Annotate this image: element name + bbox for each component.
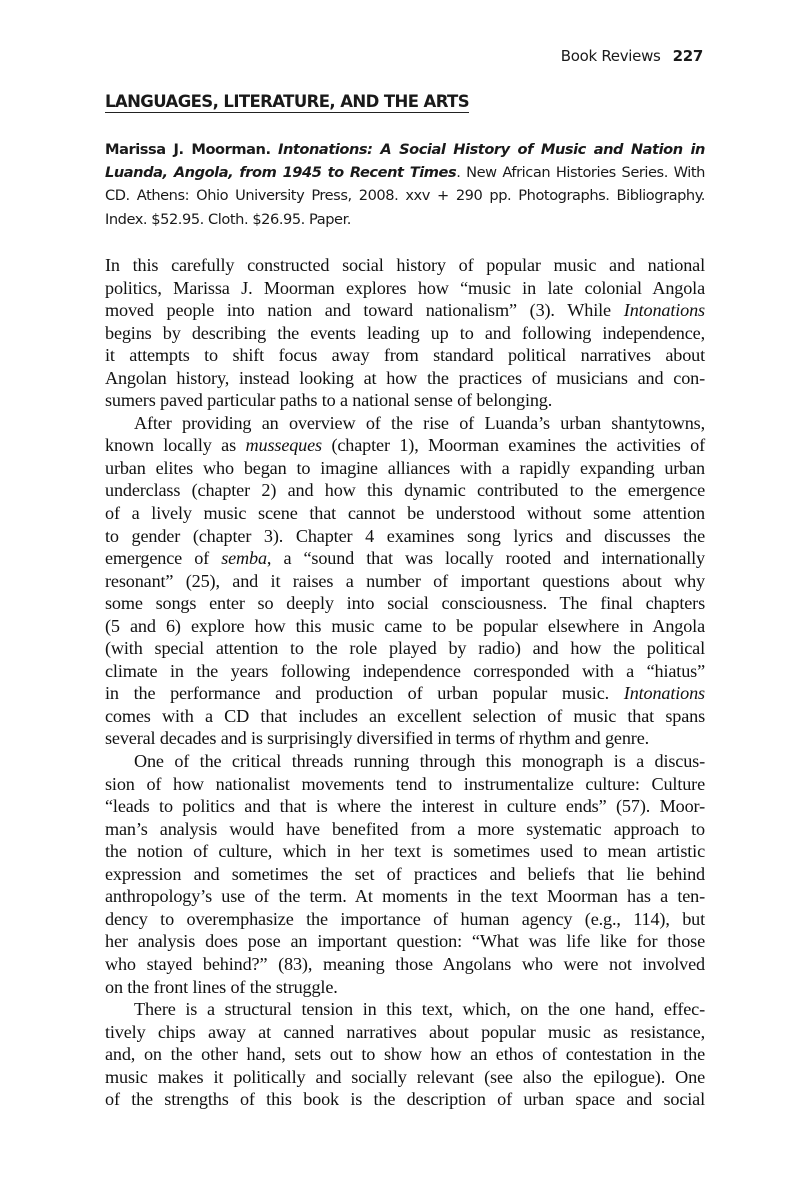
text-segment: to gender (chapter 3). Chapter 4 examines song lyrics and discusses the: [105, 525, 705, 546]
body-text-line: [105, 908, 705, 931]
body-text-line: [105, 344, 705, 367]
text-segment: resonant” (25), and it raises a number of important questions about why: [105, 570, 705, 591]
text-segment: of a lively music scene that cannot be understood without some attention: [105, 503, 705, 524]
body-text-line: [105, 976, 705, 999]
text-segment: “leads to politics and that is where the interest in culture ends” (57). Moor-: [105, 796, 705, 817]
body-text-line: [105, 930, 705, 953]
body-text-line: [105, 840, 705, 863]
body-text-line: [105, 637, 705, 660]
paragraph-first-line: [105, 750, 705, 773]
text-segment: of the strengths of this book is the description of urban space and social: [105, 1089, 705, 1110]
body-text-line: [105, 457, 705, 480]
paragraph-first-line: [105, 412, 705, 435]
text-segment: (chapter 1), Moorman examines the activities of: [321, 435, 705, 456]
body-text-line: [105, 547, 705, 570]
text-segment: anthropology’s use of the term. At moments in the text Moorman has a ten-: [105, 886, 705, 907]
text-segment: music makes it politically and socially relevant (see also the epilogue). One: [105, 1066, 705, 1087]
body-text-line: [105, 818, 705, 841]
body-text-line: [105, 863, 705, 886]
text-segment: politics, Marissa J. Moorman explores how “music in late colonial Angola: [105, 277, 705, 298]
publication-details: CD. Athens: Ohio University Press, 2008. xxv + 290 pp. Photographs. Bibliography.: [105, 187, 705, 205]
body-text-line: [105, 592, 705, 615]
text-segment: on the front lines of the struggle.: [105, 976, 338, 997]
price-details: Index. $52.95. Cloth. $26.95. Paper.: [105, 210, 351, 228]
text-segment: dency to overemphasize the importance of human agency (e.g., 114), but: [105, 908, 705, 929]
text-segment: There is a structural tension in this text, which, on the one hand, effec-: [134, 999, 705, 1020]
body-text-line: [105, 705, 705, 728]
body-text-line: [105, 682, 705, 705]
text-segment: some songs enter so deeply into social consciousness. The final chapters: [105, 593, 705, 614]
italic-term: semba: [221, 548, 267, 569]
text-segment: Angolan history, instead looking at how the practices of musicians and con-: [105, 367, 705, 388]
text-segment: (5 and 6) explore how this music came to be popular elsewhere in Angola: [105, 615, 705, 636]
text-segment: urban elites who began to imagine alliances with a rapidly expanding urban: [105, 457, 705, 478]
book-citation: [105, 138, 705, 231]
text-segment: her analysis does pose an important question: “What was life like for those: [105, 931, 705, 952]
text-segment: (with special attention to the role played by radio) and how the political: [105, 638, 705, 659]
body-text-line: [105, 885, 705, 908]
body-text-line: [105, 254, 705, 277]
body-text-line: [105, 615, 705, 638]
body-text-line: [105, 322, 705, 345]
review-body: [105, 254, 705, 1111]
text-segment: emergence of: [105, 548, 222, 569]
body-text-line: [105, 434, 705, 457]
body-text-line: [105, 660, 705, 683]
body-text-line: [105, 1088, 705, 1111]
body-text-line: [105, 570, 705, 593]
publication-series: . New African Histories Series. With: [456, 164, 705, 182]
body-text-line: [105, 773, 705, 796]
text-segment: the notion of culture, which in her text is sometimes used to mean artistic: [105, 841, 705, 862]
body-text-line: [105, 1021, 705, 1044]
journal-section-title: Book Reviews: [560, 47, 661, 65]
body-text-line: [105, 389, 705, 412]
book-author: Marissa J. Moorman.: [105, 141, 271, 158]
text-segment: sion of how nationalist movements tend to instrumentalize culture: Culture: [105, 773, 705, 794]
page-number: 227: [672, 47, 703, 65]
text-segment: expression and sometimes the set of practices and beliefs that lie behind: [105, 863, 705, 884]
body-text-line: [105, 299, 705, 322]
text-segment: it attempts to shift focus away from standard political narratives about: [105, 345, 705, 366]
text-segment: several decades and is surprisingly diversified in terms of rhythm and genre.: [105, 728, 650, 749]
text-segment: man’s analysis would have benefited from a more systematic approach to: [105, 818, 705, 839]
body-text-line: [105, 953, 705, 976]
body-text-line: [105, 525, 705, 548]
text-segment: in the performance and production of urban popular music.: [105, 683, 624, 704]
book-title-part1: Intonations: A Social History of Music and Nation in: [277, 141, 705, 158]
body-text-line: [105, 367, 705, 390]
text-segment: After providing an overview of the rise of Luanda’s urban shantytowns,: [134, 412, 705, 433]
italic-term: Intonations: [623, 683, 705, 704]
section-heading: LANGUAGES, LITERATURE, AND THE ARTS: [105, 92, 469, 111]
paragraph-first-line: [105, 998, 705, 1021]
text-segment: begins by describing the events leading up to and following independence,: [105, 322, 705, 343]
italic-term: musseques: [245, 435, 322, 456]
text-segment: climate in the years following independence corresponded with a “hiatus”: [105, 660, 705, 681]
text-segment: who stayed behind?” (83), meaning those Angolans who were not involved: [105, 953, 705, 974]
text-segment: comes with a CD that includes an excellent selection of music that spans: [105, 705, 705, 726]
text-segment: and, on the other hand, sets out to show how an ethos of contestation in the: [105, 1044, 705, 1065]
body-text-line: [105, 277, 705, 300]
text-segment: , a “sound that was locally rooted and internationally: [266, 548, 706, 569]
body-text-line: [105, 1043, 705, 1066]
citation-line: [105, 138, 705, 161]
italic-term: Intonations: [623, 300, 705, 321]
text-segment: moved people into nation and toward nationalism” (3). While: [105, 300, 624, 321]
body-text-line: [105, 1066, 705, 1089]
body-text-line: [105, 727, 705, 750]
text-segment: underclass (chapter 2) and how this dynamic contributed to the emergence: [105, 480, 705, 501]
body-text-line: [105, 795, 705, 818]
book-title-part2: Luanda, Angola, from 1945 to Recent Times: [105, 164, 457, 182]
text-segment: tively chips away at canned narratives about popular music as resistance,: [105, 1021, 705, 1042]
text-segment: One of the critical threads running through this monograph is a discus-: [134, 751, 705, 772]
body-text-line: [105, 502, 705, 525]
text-segment: In this carefully constructed social history of popular music and national: [105, 255, 705, 275]
citation-line: [105, 161, 705, 184]
text-segment: known locally as: [105, 435, 246, 456]
text-segment: sumers paved particular paths to a national sense of belonging.: [105, 390, 553, 411]
running-head: [561, 47, 703, 65]
body-text-line: [105, 479, 705, 502]
